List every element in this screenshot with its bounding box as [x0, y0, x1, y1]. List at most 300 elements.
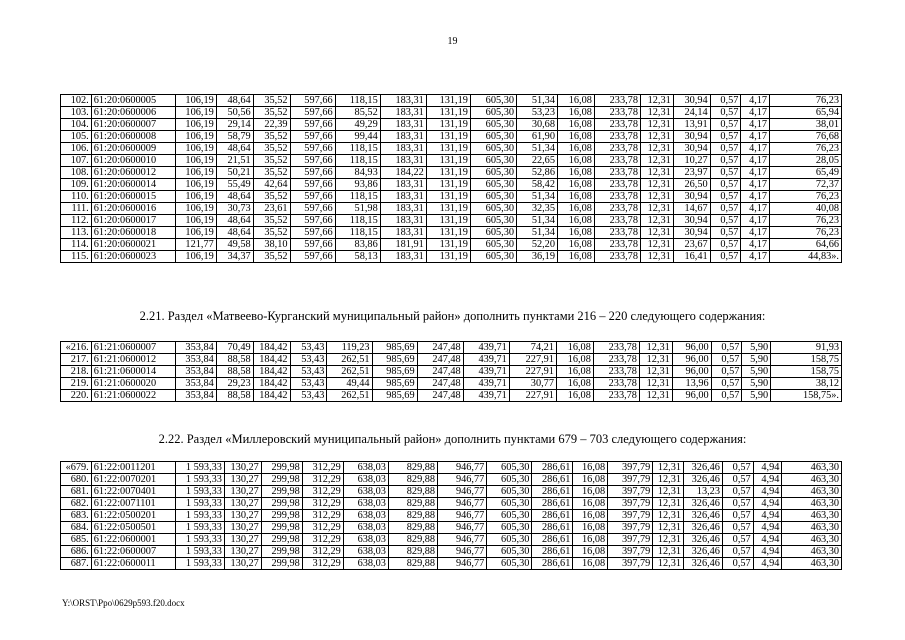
value-cell: 4,94 — [753, 486, 782, 498]
value-cell: 4,17 — [741, 239, 770, 251]
row-number-cell: 219. — [61, 378, 92, 390]
value-cell: 22,39 — [253, 119, 290, 131]
value-cell: 4,94 — [753, 462, 782, 474]
value-cell: 312,29 — [302, 558, 343, 570]
value-cell: 0,57 — [722, 486, 753, 498]
value-cell: 51,34 — [517, 143, 558, 155]
table-row — [61, 510, 842, 522]
value-cell: 130,27 — [224, 474, 261, 486]
value-cell: 12,31 — [640, 215, 673, 227]
value-cell: 65,49 — [770, 167, 842, 179]
value-cell: 299,98 — [261, 546, 302, 558]
value-cell: 50,56 — [216, 107, 253, 119]
value-cell: 1 593,33 — [175, 558, 224, 570]
value-cell: 30,73 — [216, 203, 253, 215]
value-cell: 12,31 — [640, 203, 673, 215]
value-cell: 12,31 — [653, 534, 684, 546]
cadastral-number-cell: 61:20:0600007 — [91, 119, 175, 131]
value-cell: 227,91 — [509, 390, 556, 402]
footer-file-path: Y:\ORST\Ppo\0629p593.f20.docx — [62, 598, 185, 608]
value-cell: 74,21 — [509, 342, 556, 354]
row-number-cell: «216. — [61, 342, 92, 354]
value-cell: 439,71 — [463, 390, 509, 402]
value-cell: 55,49 — [216, 179, 253, 191]
table-row — [61, 486, 842, 498]
value-cell: 88,58 — [216, 354, 253, 366]
value-cell: 30,94 — [673, 131, 710, 143]
table-row — [61, 179, 842, 191]
cadastral-number-cell: 61:21:0600022 — [91, 390, 175, 402]
table-row — [61, 107, 842, 119]
value-cell: 0,57 — [722, 498, 753, 510]
value-cell: 326,46 — [684, 510, 723, 522]
value-cell: 985,69 — [372, 390, 417, 402]
value-cell: 605,30 — [470, 155, 516, 167]
value-cell: 38,12 — [771, 378, 842, 390]
value-cell: 183,31 — [380, 251, 426, 263]
value-cell: 233,78 — [593, 366, 639, 378]
value-cell: 12,31 — [639, 354, 672, 366]
value-cell: 4,94 — [753, 522, 782, 534]
value-cell: 286,61 — [532, 546, 573, 558]
value-cell: 605,30 — [470, 131, 516, 143]
value-cell: 26,50 — [673, 179, 710, 191]
value-cell: 76,23 — [770, 227, 842, 239]
value-cell: 16,08 — [556, 366, 593, 378]
value-cell: 605,30 — [470, 119, 516, 131]
value-cell: 4,94 — [753, 534, 782, 546]
value-cell: 286,61 — [532, 462, 573, 474]
value-cell: 118,15 — [335, 95, 380, 107]
value-cell: 49,44 — [327, 378, 372, 390]
value-cell: 184,42 — [253, 378, 290, 390]
value-cell: 16,08 — [573, 522, 608, 534]
cadastral-number-cell: 61:22:0500201 — [91, 510, 175, 522]
value-cell: 5,90 — [742, 342, 771, 354]
value-cell: 16,08 — [573, 462, 608, 474]
value-cell: 16,08 — [573, 546, 608, 558]
value-cell: 397,79 — [608, 510, 653, 522]
row-number-cell: 687. — [61, 558, 92, 570]
value-cell: 299,98 — [261, 486, 302, 498]
value-cell: 51,34 — [517, 191, 558, 203]
value-cell: 1 593,33 — [175, 534, 224, 546]
value-cell: 22,65 — [517, 155, 558, 167]
value-cell: 985,69 — [372, 342, 417, 354]
row-number-cell: 103. — [61, 107, 92, 119]
value-cell: 16,08 — [556, 342, 593, 354]
table-row — [61, 191, 842, 203]
value-cell: 233,78 — [594, 167, 640, 179]
cadastral-number-cell: 61:20:0600005 — [91, 95, 175, 107]
value-cell: 106,19 — [175, 179, 216, 191]
value-cell: 30,94 — [673, 143, 710, 155]
value-cell: 12,31 — [653, 474, 684, 486]
value-cell: 93,86 — [335, 179, 380, 191]
value-cell: 0,57 — [711, 354, 742, 366]
value-cell: 985,69 — [372, 378, 417, 390]
value-cell: 397,79 — [608, 546, 653, 558]
value-cell: 299,98 — [261, 474, 302, 486]
value-cell: 106,19 — [175, 131, 216, 143]
value-cell: 233,78 — [593, 342, 639, 354]
value-cell: 53,43 — [290, 342, 327, 354]
value-cell: 0,57 — [710, 119, 741, 131]
value-cell: 0,57 — [722, 474, 753, 486]
table-row — [61, 462, 842, 474]
value-cell: 131,19 — [426, 167, 470, 179]
value-cell: 829,88 — [388, 498, 437, 510]
table-row — [61, 131, 842, 143]
value-cell: 30,68 — [517, 119, 558, 131]
value-cell: 16,08 — [557, 215, 594, 227]
value-cell: 233,78 — [594, 191, 640, 203]
cadastral-number-cell: 61:22:0070201 — [91, 474, 175, 486]
value-cell: 299,98 — [261, 462, 302, 474]
value-cell: 16,08 — [557, 251, 594, 263]
value-cell: 35,52 — [253, 227, 290, 239]
value-cell: 4,17 — [741, 131, 770, 143]
value-cell: 72,37 — [770, 179, 842, 191]
value-cell: 597,66 — [290, 167, 335, 179]
value-cell: 299,98 — [261, 510, 302, 522]
row-number-cell: 685. — [61, 534, 92, 546]
value-cell: 605,30 — [470, 191, 516, 203]
value-cell: 13,23 — [684, 486, 723, 498]
value-cell: 12,31 — [653, 498, 684, 510]
value-cell: 52,86 — [517, 167, 558, 179]
value-cell: 131,19 — [426, 239, 470, 251]
row-number-cell: 683. — [61, 510, 92, 522]
cadastral-number-cell: 61:20:0600010 — [91, 155, 175, 167]
value-cell: 247,48 — [417, 342, 463, 354]
value-cell: 21,51 — [216, 155, 253, 167]
row-number-cell: 218. — [61, 366, 92, 378]
table-row — [61, 119, 842, 131]
value-cell: 0,57 — [710, 215, 741, 227]
value-cell: 0,57 — [711, 390, 742, 402]
value-cell: 4,17 — [741, 143, 770, 155]
value-cell: 946,77 — [438, 486, 487, 498]
row-number-cell: 105. — [61, 131, 92, 143]
value-cell: 28,05 — [770, 155, 842, 167]
value-cell: 106,19 — [175, 203, 216, 215]
value-cell: 16,08 — [557, 191, 594, 203]
value-cell: 0,57 — [722, 558, 753, 570]
value-cell: 0,57 — [710, 167, 741, 179]
page-number: 19 — [447, 36, 458, 47]
value-cell: 183,31 — [380, 191, 426, 203]
value-cell: 130,27 — [224, 498, 261, 510]
value-cell: 30,94 — [673, 191, 710, 203]
value-cell: 23,67 — [673, 239, 710, 251]
value-cell: 183,31 — [380, 143, 426, 155]
value-cell: 233,78 — [594, 251, 640, 263]
value-cell: 262,51 — [327, 366, 372, 378]
table-row — [61, 215, 842, 227]
row-number-cell: 108. — [61, 167, 92, 179]
value-cell: 326,46 — [684, 462, 723, 474]
value-cell: 131,19 — [426, 203, 470, 215]
value-cell: 12,31 — [640, 119, 673, 131]
value-cell: 299,98 — [261, 534, 302, 546]
value-cell: 51,34 — [517, 215, 558, 227]
value-cell: 183,31 — [380, 107, 426, 119]
value-cell: 463,30 — [782, 498, 842, 510]
value-cell: 233,78 — [593, 378, 639, 390]
value-cell: 12,31 — [653, 462, 684, 474]
cadastral-number-cell: 61:21:0600014 — [91, 366, 175, 378]
table-row — [61, 558, 842, 570]
value-cell: 38,01 — [770, 119, 842, 131]
value-cell: 4,17 — [741, 215, 770, 227]
value-cell: 30,77 — [509, 378, 556, 390]
value-cell: 605,30 — [487, 522, 532, 534]
value-cell: 35,52 — [253, 143, 290, 155]
value-cell: 35,52 — [253, 155, 290, 167]
value-cell: 16,08 — [573, 498, 608, 510]
value-cell: 35,52 — [253, 167, 290, 179]
value-cell: 605,30 — [470, 203, 516, 215]
value-cell: 12,31 — [639, 378, 672, 390]
value-cell: 397,79 — [608, 558, 653, 570]
value-cell: 312,29 — [302, 498, 343, 510]
value-cell: 53,43 — [290, 366, 327, 378]
row-number-cell: 112. — [61, 215, 92, 227]
value-cell: 353,84 — [175, 378, 216, 390]
value-cell: 286,61 — [532, 474, 573, 486]
value-cell: 247,48 — [417, 366, 463, 378]
value-cell: 12,31 — [653, 546, 684, 558]
value-cell: 88,58 — [216, 366, 253, 378]
value-cell: 946,77 — [438, 534, 487, 546]
value-cell: 397,79 — [608, 462, 653, 474]
value-cell: 23,97 — [673, 167, 710, 179]
value-cell: 118,15 — [335, 143, 380, 155]
cadastral-number-cell: 61:20:0600023 — [91, 251, 175, 263]
value-cell: 96,00 — [672, 342, 711, 354]
table-row — [61, 498, 842, 510]
value-cell: 12,31 — [640, 227, 673, 239]
value-cell: 35,52 — [253, 107, 290, 119]
value-cell: 16,08 — [557, 107, 594, 119]
value-cell: 299,98 — [261, 498, 302, 510]
value-cell: 597,66 — [290, 191, 335, 203]
value-cell: 233,78 — [594, 119, 640, 131]
value-cell: 946,77 — [438, 510, 487, 522]
value-cell: 16,08 — [557, 203, 594, 215]
value-cell: 312,29 — [302, 462, 343, 474]
value-cell: 312,29 — [302, 546, 343, 558]
table-row — [61, 203, 842, 215]
value-cell: 0,57 — [710, 143, 741, 155]
data-table-3 — [60, 461, 842, 570]
cadastral-number-cell: 61:20:0600008 — [91, 131, 175, 143]
value-cell: 638,03 — [343, 462, 388, 474]
value-cell: 16,08 — [573, 486, 608, 498]
value-cell: 131,19 — [426, 131, 470, 143]
value-cell: 181,91 — [380, 239, 426, 251]
value-cell: 48,64 — [216, 95, 253, 107]
value-cell: 131,19 — [426, 191, 470, 203]
table-row — [61, 155, 842, 167]
value-cell: 605,30 — [470, 143, 516, 155]
value-cell: 247,48 — [417, 390, 463, 402]
value-cell: 233,78 — [594, 95, 640, 107]
value-cell: 51,98 — [335, 203, 380, 215]
value-cell: 946,77 — [438, 522, 487, 534]
value-cell: 61,90 — [517, 131, 558, 143]
value-cell: 106,19 — [175, 215, 216, 227]
value-cell: 597,66 — [290, 119, 335, 131]
row-number-cell: 107. — [61, 155, 92, 167]
row-number-cell: 111. — [61, 203, 92, 215]
value-cell: 597,66 — [290, 227, 335, 239]
value-cell: 16,08 — [573, 510, 608, 522]
value-cell: 4,17 — [741, 155, 770, 167]
value-cell: 946,77 — [438, 474, 487, 486]
value-cell: 84,93 — [335, 167, 380, 179]
value-cell: 397,79 — [608, 474, 653, 486]
value-cell: 326,46 — [684, 534, 723, 546]
value-cell: 16,08 — [557, 167, 594, 179]
value-cell: 16,08 — [557, 227, 594, 239]
value-cell: 638,03 — [343, 522, 388, 534]
cadastral-number-cell: 61:22:0600011 — [91, 558, 175, 570]
value-cell: 16,08 — [557, 119, 594, 131]
value-cell: 0,57 — [710, 239, 741, 251]
row-number-cell: 113. — [61, 227, 92, 239]
value-cell: 119,23 — [327, 342, 372, 354]
value-cell: 227,91 — [509, 366, 556, 378]
value-cell: 183,31 — [380, 95, 426, 107]
row-number-cell: 102. — [61, 95, 92, 107]
value-cell: 262,51 — [327, 390, 372, 402]
value-cell: 0,57 — [710, 251, 741, 263]
value-cell: 12,31 — [653, 486, 684, 498]
value-cell: 605,30 — [470, 95, 516, 107]
value-cell: 48,64 — [216, 191, 253, 203]
value-cell: 35,52 — [253, 131, 290, 143]
value-cell: 131,19 — [426, 95, 470, 107]
value-cell: 605,30 — [470, 215, 516, 227]
value-cell: 1 593,33 — [175, 462, 224, 474]
value-cell: 12,31 — [640, 251, 673, 263]
value-cell: 12,31 — [639, 366, 672, 378]
value-cell: 35,52 — [253, 215, 290, 227]
value-cell: 4,17 — [741, 203, 770, 215]
value-cell: 131,19 — [426, 155, 470, 167]
value-cell: 5,90 — [742, 366, 771, 378]
value-cell: 118,15 — [335, 215, 380, 227]
value-cell: 83,86 — [335, 239, 380, 251]
value-cell: 312,29 — [302, 486, 343, 498]
table-row — [61, 378, 842, 390]
value-cell: 0,57 — [710, 191, 741, 203]
value-cell: 0,57 — [710, 155, 741, 167]
value-cell: 597,66 — [290, 107, 335, 119]
row-number-cell: 681. — [61, 486, 92, 498]
value-cell: 829,88 — [388, 474, 437, 486]
value-cell: 638,03 — [343, 546, 388, 558]
cadastral-number-cell: 61:20:0600014 — [91, 179, 175, 191]
value-cell: 463,30 — [782, 558, 842, 570]
value-cell: 16,08 — [573, 558, 608, 570]
cadastral-number-cell: 61:20:0600017 — [91, 215, 175, 227]
value-cell: 131,19 — [426, 227, 470, 239]
value-cell: 5,90 — [742, 378, 771, 390]
value-cell: 286,61 — [532, 558, 573, 570]
cadastral-number-cell: 61:21:0600020 — [91, 378, 175, 390]
value-cell: 605,30 — [487, 486, 532, 498]
value-cell: 130,27 — [224, 558, 261, 570]
value-cell: 58,42 — [517, 179, 558, 191]
value-cell: 183,31 — [380, 215, 426, 227]
row-number-cell: 110. — [61, 191, 92, 203]
value-cell: 946,77 — [438, 546, 487, 558]
value-cell: 29,14 — [216, 119, 253, 131]
value-cell: 233,78 — [594, 179, 640, 191]
data-table-2 — [60, 341, 842, 402]
value-cell: 0,57 — [710, 227, 741, 239]
value-cell: 131,19 — [426, 179, 470, 191]
value-cell: 233,78 — [594, 143, 640, 155]
value-cell: 312,29 — [302, 534, 343, 546]
value-cell: 605,30 — [487, 498, 532, 510]
value-cell: 605,30 — [470, 167, 516, 179]
value-cell: 49,58 — [216, 239, 253, 251]
value-cell: 12,31 — [653, 510, 684, 522]
value-cell: 13,91 — [673, 119, 710, 131]
value-cell: 44,83». — [770, 251, 842, 263]
value-cell: 130,27 — [224, 546, 261, 558]
value-cell: 605,30 — [470, 251, 516, 263]
value-cell: 0,57 — [711, 378, 742, 390]
value-cell: 439,71 — [463, 354, 509, 366]
value-cell: 829,88 — [388, 510, 437, 522]
value-cell: 30,94 — [673, 227, 710, 239]
value-cell: 34,37 — [216, 251, 253, 263]
value-cell: 353,84 — [175, 342, 216, 354]
value-cell: 985,69 — [372, 366, 417, 378]
value-cell: 463,30 — [782, 522, 842, 534]
value-cell: 106,19 — [175, 155, 216, 167]
value-cell: 227,91 — [509, 354, 556, 366]
value-cell: 439,71 — [463, 342, 509, 354]
value-cell: 35,52 — [253, 191, 290, 203]
value-cell: 53,43 — [290, 390, 327, 402]
value-cell: 40,08 — [770, 203, 842, 215]
row-number-cell: 217. — [61, 354, 92, 366]
value-cell: 0,57 — [710, 95, 741, 107]
value-cell: 353,84 — [175, 366, 216, 378]
value-cell: 233,78 — [594, 203, 640, 215]
value-cell: 130,27 — [224, 510, 261, 522]
value-cell: 326,46 — [684, 498, 723, 510]
value-cell: 53,23 — [517, 107, 558, 119]
value-cell: 1 593,33 — [175, 522, 224, 534]
section-heading-2-22: 2.22. Раздел «Миллеровский муниципальный район» дополнить пунктами 679 – 703 следующего содержания: — [158, 432, 747, 446]
value-cell: 463,30 — [782, 462, 842, 474]
table-row — [61, 390, 842, 402]
table-row — [61, 546, 842, 558]
value-cell: 4,94 — [753, 510, 782, 522]
value-cell: 12,31 — [639, 390, 672, 402]
value-cell: 597,66 — [290, 251, 335, 263]
value-cell: 597,66 — [290, 239, 335, 251]
table-row — [61, 251, 842, 263]
value-cell: 233,78 — [593, 354, 639, 366]
